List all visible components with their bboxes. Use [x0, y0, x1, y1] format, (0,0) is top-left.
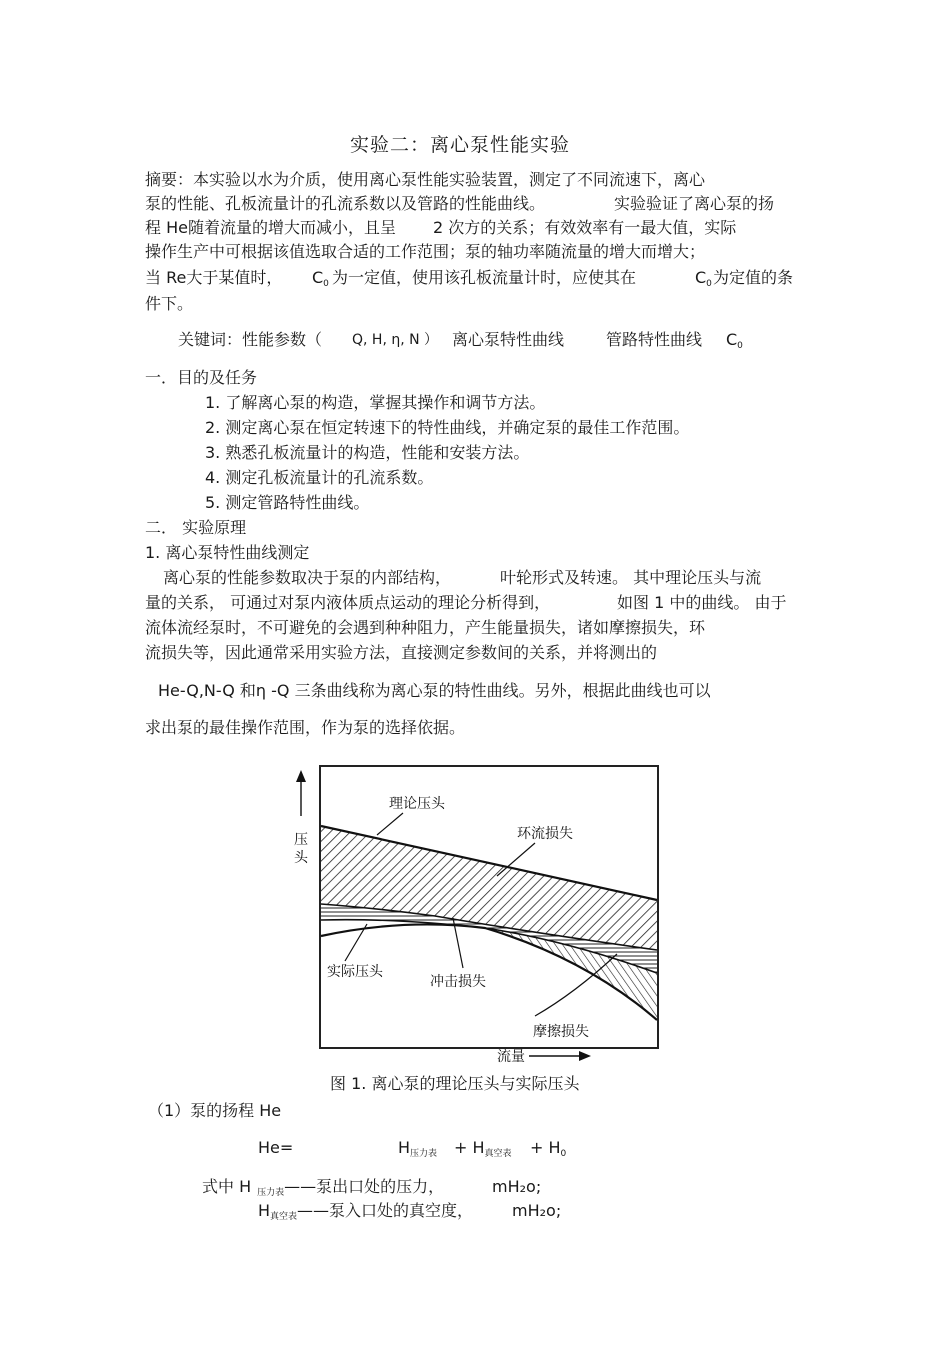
list-item: 3. 熟悉孔板流量计的构造，性能和安装方法。: [205, 443, 530, 462]
abstract-line-3a: 程 He随着流量的增大而减小，且呈: [145, 218, 396, 237]
equation-term-h0: + H0: [530, 1138, 567, 1159]
para-line-1b: 叶轮形式及转速。 其中理论压头与流: [500, 568, 762, 587]
circulation-loss-label: 环流损失: [517, 826, 573, 842]
list-item: 1. 了解离心泵的构造，掌握其操作和调节方法。: [205, 393, 546, 412]
friction-loss-label: 摩擦损失: [533, 1024, 589, 1040]
equation-term-vacuum: + H真空表: [454, 1138, 512, 1159]
keyword-pump-curve: 离心泵特性曲线: [452, 330, 565, 349]
list-item: 5. 测定管路特性曲线。: [205, 493, 370, 512]
para-line-1a: 离心泵的性能参数取决于泵的内部结构，: [163, 568, 452, 587]
c0-symbol-2: C0: [695, 268, 712, 289]
para-line-2a: 量的关系， 可通过对泵内液体质点运动的理论分析得到，: [145, 593, 551, 612]
abstract-line-6: 件下。: [145, 294, 194, 313]
y-axis-arrowhead: [296, 770, 306, 782]
definition-pressure: 式中 H 压力表——泵出口处的压力，: [202, 1177, 445, 1198]
keyword-pipe-curve: 管路特性曲线: [606, 330, 703, 349]
abstract-line-3b: 2 次方的关系；有效效率有一最大值，实际: [433, 218, 737, 237]
equation-term-pressure: H压力表: [398, 1138, 438, 1159]
abstract-line-5a: 当 Re大于某值时，: [145, 268, 283, 287]
definition-vacuum: H真空表——泵入口处的真空度，: [258, 1201, 474, 1222]
list-item: 2. 测定离心泵在恒定转速下的特性曲线，并确定泵的最佳工作范围。: [205, 418, 690, 437]
theory-head-label: 理论压头: [389, 796, 445, 812]
impact-loss-label: 冲击损失: [430, 974, 486, 990]
para-line-2b: 如图 1 中的曲线。 由于: [617, 593, 787, 612]
keywords-label: 关键词：性能参数（: [178, 330, 323, 349]
section2-heading: 二． 实验原理: [145, 518, 247, 537]
para-line-3: 流体流经泵时，不可避免的会遇到种种阻力，产生能量损失，诸如摩擦损失，环: [145, 618, 706, 637]
list-item: 4. 测定孔板流量计的孔流系数。: [205, 468, 434, 487]
unit-vacuum: mH₂o;: [512, 1201, 562, 1220]
abstract-line-2b: 实验验证了离心泵的扬: [614, 194, 775, 213]
page-title: 实验二：离心泵性能实验: [350, 134, 571, 156]
keywords-params: Q, H, η, N ）: [352, 332, 439, 348]
abstract-line-5c: 为一定值，使用该孔板流量计时，应使其在: [332, 268, 637, 287]
abstract-line-2a: 泵的性能、孔板流量计的孔流系数以及管路的性能曲线。: [145, 194, 546, 213]
x-axis-label: 流量: [497, 1049, 525, 1065]
pump-head-heading: （1）泵的扬程 He: [148, 1101, 282, 1120]
y-axis-label-2: 头: [294, 850, 308, 866]
abstract-line-1: 摘要：本实验以水为介质，使用离心泵性能实验装置，测定了不同流速下，离心: [145, 170, 706, 189]
c0-symbol: C0: [312, 268, 329, 289]
subsection-heading: 1. 离心泵特性曲线测定: [145, 543, 310, 562]
abstract-line-5e: 为定值的条: [713, 268, 794, 287]
section1-heading: 一．目的及任务: [145, 368, 258, 387]
equation-lhs: He=: [258, 1138, 294, 1157]
para-line-4: 流损失等，因此通常采用实验方法，直接测定参数间的关系，并将测出的: [145, 643, 658, 662]
actual-head-label: 实际压头: [327, 964, 383, 980]
y-axis-label-1: 压: [294, 832, 308, 848]
keyword-c0: C0: [726, 330, 743, 351]
pump-head-figure: [285, 758, 670, 1070]
abstract-line-4: 操作生产中可根据该值选取合适的工作范围；泵的轴功率随流量的增大而增大；: [145, 242, 706, 261]
figure-caption: 图 1. 离心泵的理论压头与实际压头: [330, 1074, 580, 1093]
theory-head-pointer: [377, 813, 403, 835]
para-line-6: 求出泵的最佳操作范围，作为泵的选择依据。: [145, 718, 466, 737]
unit-pressure: mH₂o;: [492, 1177, 542, 1196]
x-axis-arrowhead: [579, 1051, 591, 1061]
para-line-5: He-Q,N-Q 和η -Q 三条曲线称为离心泵的特性曲线。另外，根据此曲线也可以: [158, 681, 711, 700]
